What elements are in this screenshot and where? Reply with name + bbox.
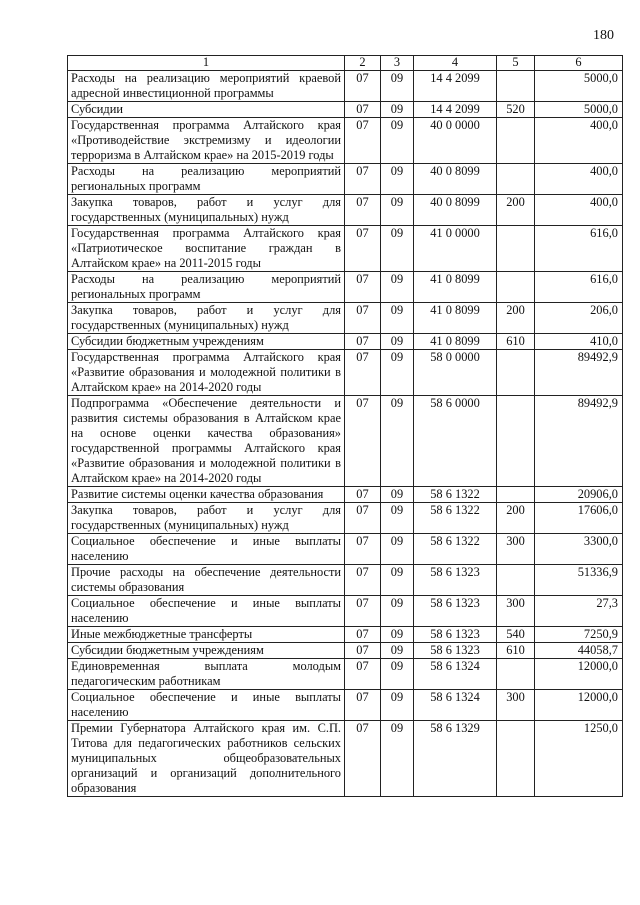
row-amount-cell: 44058,7	[535, 643, 623, 659]
row-section-cell: 07	[345, 596, 381, 627]
table-row	[68, 721, 623, 797]
row-target-article-cell: 41 0 8099	[414, 334, 497, 350]
row-target-article-cell: 58 6 0000	[414, 396, 497, 487]
row-subsection-cell: 09	[381, 195, 414, 226]
row-subsection-cell: 09	[381, 71, 414, 102]
header-col-4: 4	[414, 56, 497, 71]
row-target-article-cell: 58 0 0000	[414, 350, 497, 396]
row-name-cell: Единовременная выплата молодым педагогическим работникам	[68, 659, 345, 690]
row-amount-cell: 12000,0	[535, 659, 623, 690]
row-subsection-cell: 09	[381, 503, 414, 534]
row-section-cell: 07	[345, 659, 381, 690]
row-section-cell: 07	[345, 627, 381, 643]
row-name-cell: Субсидии бюджетным учреждениям	[68, 643, 345, 659]
row-name-cell: Расходы на реализацию мероприятий региональных программ	[68, 272, 345, 303]
row-target-article-cell: 58 6 1323	[414, 565, 497, 596]
row-subsection-cell: 09	[381, 164, 414, 195]
row-subsection-cell: 09	[381, 534, 414, 565]
row-expense-type-cell: 300	[497, 534, 535, 565]
row-target-article-cell: 58 6 1324	[414, 690, 497, 721]
row-expense-type-cell	[497, 226, 535, 272]
table-row	[68, 102, 623, 118]
row-expense-type-cell: 300	[497, 690, 535, 721]
row-expense-type-cell: 200	[497, 503, 535, 534]
row-expense-type-cell	[497, 396, 535, 487]
row-target-article-cell: 58 6 1329	[414, 721, 497, 797]
row-target-article-cell: 58 6 1322	[414, 503, 497, 534]
row-section-cell: 07	[345, 721, 381, 797]
table-row	[68, 690, 623, 721]
row-section-cell: 07	[345, 303, 381, 334]
row-target-article-cell: 40 0 8099	[414, 195, 497, 226]
row-section-cell: 07	[345, 164, 381, 195]
row-name-cell: Развитие системы оценки качества образования	[68, 487, 345, 503]
row-expense-type-cell	[497, 721, 535, 797]
row-target-article-cell: 40 0 8099	[414, 164, 497, 195]
header-col-2: 2	[345, 56, 381, 71]
header-col-6: 6	[535, 56, 623, 71]
table-row	[68, 226, 623, 272]
table-row	[68, 71, 623, 102]
row-amount-cell: 12000,0	[535, 690, 623, 721]
row-subsection-cell: 09	[381, 690, 414, 721]
row-name-cell: Закупка товаров, работ и услуг для государственных (муниципальных) нужд	[68, 303, 345, 334]
row-name-cell: Расходы на реализацию мероприятий региональных программ	[68, 164, 345, 195]
row-name-cell: Государственная программа Алтайского края «Развитие образования и молодежной политики в Алтайском крае» на 2014-2020 годы	[68, 350, 345, 396]
row-section-cell: 07	[345, 690, 381, 721]
row-section-cell: 07	[345, 71, 381, 102]
row-section-cell: 07	[345, 118, 381, 164]
table-row	[68, 659, 623, 690]
row-expense-type-cell: 540	[497, 627, 535, 643]
row-expense-type-cell: 200	[497, 303, 535, 334]
row-target-article-cell: 14 4 2099	[414, 71, 497, 102]
row-subsection-cell: 09	[381, 226, 414, 272]
row-target-article-cell: 58 6 1323	[414, 596, 497, 627]
row-section-cell: 07	[345, 396, 381, 487]
table-row	[68, 643, 623, 659]
row-target-article-cell: 58 6 1323	[414, 643, 497, 659]
page-number: 180	[593, 28, 614, 43]
row-subsection-cell: 09	[381, 565, 414, 596]
row-name-cell: Закупка товаров, работ и услуг для государственных (муниципальных) нужд	[68, 195, 345, 226]
row-amount-cell: 616,0	[535, 226, 623, 272]
row-subsection-cell: 09	[381, 396, 414, 487]
table-header	[68, 56, 623, 71]
row-amount-cell: 51336,9	[535, 565, 623, 596]
row-expense-type-cell	[497, 164, 535, 195]
row-amount-cell: 400,0	[535, 164, 623, 195]
row-expense-type-cell	[497, 487, 535, 503]
row-name-cell: Социальное обеспечение и иные выплаты населению	[68, 534, 345, 565]
row-name-cell: Премии Губернатора Алтайского края им. С.П. Титова для педагогических работников сельских муниципальных общеобразовательных организаций и организаций дополнительного образования	[68, 721, 345, 797]
table-row	[68, 596, 623, 627]
row-name-cell: Подпрограмма «Обеспечение деятельности и развития системы образования в Алтайском крае на основе оценки качества образования» государственной программы Алтайского края «Развитие образования и молодежной политики в Алтайском крае» на 2014-2020 годы	[68, 396, 345, 487]
row-amount-cell: 17606,0	[535, 503, 623, 534]
row-subsection-cell: 09	[381, 627, 414, 643]
header-col-3: 3	[381, 56, 414, 71]
row-subsection-cell: 09	[381, 721, 414, 797]
row-expense-type-cell	[497, 565, 535, 596]
row-target-article-cell: 58 6 1322	[414, 487, 497, 503]
row-name-cell: Государственная программа Алтайского края «Противодействие экстремизму и идеологии терроризма в Алтайском крае» на 2015-2019 годы	[68, 118, 345, 164]
row-subsection-cell: 09	[381, 350, 414, 396]
budget-table	[67, 55, 623, 797]
row-target-article-cell: 41 0 0000	[414, 226, 497, 272]
table-row	[68, 272, 623, 303]
row-amount-cell: 616,0	[535, 272, 623, 303]
row-target-article-cell: 58 6 1324	[414, 659, 497, 690]
table-body	[68, 71, 623, 797]
row-expense-type-cell: 520	[497, 102, 535, 118]
row-target-article-cell: 41 0 8099	[414, 272, 497, 303]
row-name-cell: Государственная программа Алтайского края «Патриотическое воспитание граждан в Алтайском крае» на 2011-2015 годы	[68, 226, 345, 272]
row-subsection-cell: 09	[381, 118, 414, 164]
row-section-cell: 07	[345, 565, 381, 596]
row-amount-cell: 5000,0	[535, 71, 623, 102]
row-expense-type-cell	[497, 272, 535, 303]
row-amount-cell: 7250,9	[535, 627, 623, 643]
table-row	[68, 195, 623, 226]
row-name-cell: Социальное обеспечение и иные выплаты населению	[68, 596, 345, 627]
table-row	[68, 334, 623, 350]
row-subsection-cell: 09	[381, 272, 414, 303]
row-name-cell: Расходы на реализацию мероприятий краевой адресной инвестиционной программы	[68, 71, 345, 102]
row-section-cell: 07	[345, 487, 381, 503]
row-subsection-cell: 09	[381, 643, 414, 659]
header-col-5: 5	[497, 56, 535, 71]
row-name-cell: Закупка товаров, работ и услуг для государственных (муниципальных) нужд	[68, 503, 345, 534]
header-row	[68, 56, 623, 71]
row-expense-type-cell: 300	[497, 596, 535, 627]
row-amount-cell: 27,3	[535, 596, 623, 627]
row-expense-type-cell	[497, 659, 535, 690]
table-row	[68, 534, 623, 565]
row-section-cell: 07	[345, 503, 381, 534]
table-row	[68, 118, 623, 164]
row-expense-type-cell: 610	[497, 643, 535, 659]
table-row	[68, 627, 623, 643]
row-amount-cell: 89492,9	[535, 350, 623, 396]
row-expense-type-cell	[497, 350, 535, 396]
row-section-cell: 07	[345, 226, 381, 272]
table-row	[68, 303, 623, 334]
header-col-1: 1	[68, 56, 345, 71]
row-target-article-cell: 14 4 2099	[414, 102, 497, 118]
table-row	[68, 164, 623, 195]
row-subsection-cell: 09	[381, 303, 414, 334]
row-target-article-cell: 40 0 0000	[414, 118, 497, 164]
row-target-article-cell: 41 0 8099	[414, 303, 497, 334]
table-row	[68, 565, 623, 596]
table-row	[68, 396, 623, 487]
row-name-cell: Прочие расходы на обеспечение деятельности системы образования	[68, 565, 345, 596]
table-row	[68, 350, 623, 396]
row-amount-cell: 400,0	[535, 195, 623, 226]
row-amount-cell: 3300,0	[535, 534, 623, 565]
table-row	[68, 487, 623, 503]
row-subsection-cell: 09	[381, 102, 414, 118]
row-expense-type-cell	[497, 71, 535, 102]
table-row	[68, 503, 623, 534]
row-subsection-cell: 09	[381, 596, 414, 627]
row-section-cell: 07	[345, 350, 381, 396]
row-amount-cell: 400,0	[535, 118, 623, 164]
row-amount-cell: 5000,0	[535, 102, 623, 118]
row-amount-cell: 1250,0	[535, 721, 623, 797]
row-section-cell: 07	[345, 102, 381, 118]
row-amount-cell: 89492,9	[535, 396, 623, 487]
row-section-cell: 07	[345, 272, 381, 303]
row-section-cell: 07	[345, 334, 381, 350]
row-expense-type-cell: 200	[497, 195, 535, 226]
row-subsection-cell: 09	[381, 334, 414, 350]
row-subsection-cell: 09	[381, 659, 414, 690]
row-target-article-cell: 58 6 1323	[414, 627, 497, 643]
row-expense-type-cell: 610	[497, 334, 535, 350]
row-name-cell: Субсидии	[68, 102, 345, 118]
row-section-cell: 07	[345, 195, 381, 226]
row-name-cell: Социальное обеспечение и иные выплаты населению	[68, 690, 345, 721]
row-name-cell: Иные межбюджетные трансферты	[68, 627, 345, 643]
row-amount-cell: 410,0	[535, 334, 623, 350]
row-subsection-cell: 09	[381, 487, 414, 503]
row-amount-cell: 206,0	[535, 303, 623, 334]
row-expense-type-cell	[497, 118, 535, 164]
row-target-article-cell: 58 6 1322	[414, 534, 497, 565]
row-section-cell: 07	[345, 643, 381, 659]
row-name-cell: Субсидии бюджетным учреждениям	[68, 334, 345, 350]
row-section-cell: 07	[345, 534, 381, 565]
row-amount-cell: 20906,0	[535, 487, 623, 503]
